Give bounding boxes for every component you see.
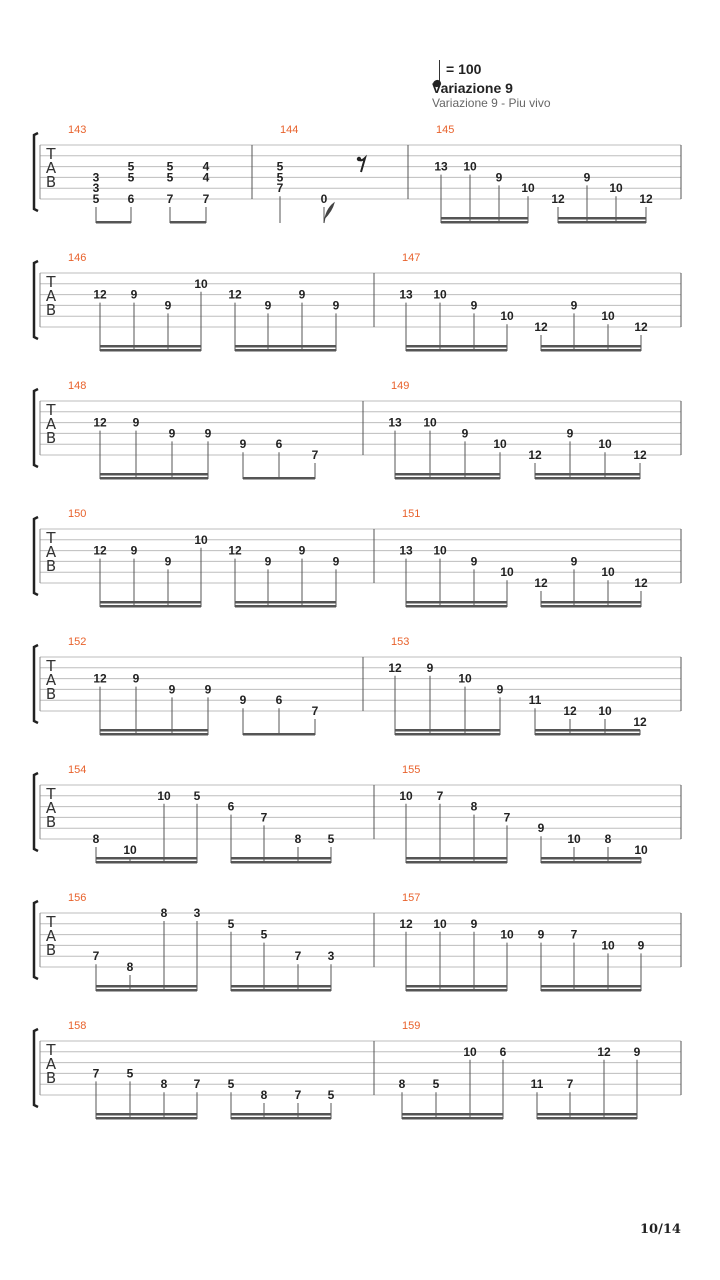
beam [541,857,641,860]
beam [402,1117,503,1120]
fret-number: 12 [228,543,242,558]
beam [541,985,641,988]
fret-number: 9 [132,671,140,686]
beam [231,985,331,988]
fret-number: 7 [311,448,319,462]
beam [96,861,197,864]
fret-number: 10 [500,565,514,580]
fret-number: 9 [496,682,504,697]
fret-number: 9 [204,426,212,441]
note-flag [324,203,334,223]
fret-number: 10 [194,532,208,547]
fret-number: 3 [92,181,100,196]
beam [406,985,507,988]
measure-number: 146 [68,252,87,264]
fret-number: 10 [601,309,615,324]
fret-number: 13 [388,415,402,430]
beam [235,605,336,608]
tab-clef-letter: B [45,1069,57,1087]
fret-number: 9 [426,660,434,675]
fret-number: 9 [239,437,247,452]
fret-number: 13 [399,287,413,302]
fret-number: 8 [604,832,612,846]
fret-number: 10 [194,276,208,291]
fret-number: 8 [160,906,168,920]
fret-number: 6 [227,799,235,814]
fret-number: 4 [202,159,210,174]
fret-number: 4 [202,170,210,185]
fret-number: 10 [493,437,507,452]
beam [96,1113,197,1116]
fret-number: 9 [461,426,469,441]
fret-number: 6 [275,437,283,452]
beam [100,601,201,604]
beam [100,729,208,732]
beam [406,605,507,608]
fret-number: 3 [193,906,201,920]
beam [535,477,640,480]
fret-number: 10 [157,788,171,803]
fret-number: 5 [260,927,268,942]
fret-number: 9 [132,415,140,430]
tab-clef-letter: A [45,671,57,689]
beam [558,221,646,224]
fret-number: 9 [470,916,478,931]
fret-number: 5 [126,1066,134,1081]
fret-number: 7 [503,810,511,825]
beam [441,221,528,224]
beam [541,861,641,864]
fret-number: 10 [399,788,413,803]
tab-clef-letter: A [45,159,57,177]
tab-clef-letter: T [46,529,56,547]
fret-number: 10 [598,437,612,452]
fret-number: 11 [530,1077,544,1092]
beam [406,345,507,348]
measure-number: 154 [68,764,87,776]
eighth-rest-dot [357,157,361,161]
system-bracket [34,645,38,723]
fret-number: 9 [637,938,645,953]
fret-number: 9 [298,543,306,558]
fret-number: 12 [228,287,242,302]
fret-number: 9 [164,554,172,569]
fret-number: 7 [92,949,100,964]
measure-number: 159 [402,1020,421,1032]
beam [537,1117,637,1120]
beam [535,733,640,736]
fret-number: 3 [327,949,335,964]
tab-clef-letter: T [46,785,56,803]
measure-number: 148 [68,380,87,392]
fret-number: 12 [639,192,653,206]
system-bracket [34,261,38,339]
beam [231,861,331,864]
beam [558,217,646,220]
fret-number: 7 [166,192,174,206]
page-number: 10/14 [640,1222,681,1237]
fret-number: 12 [399,916,413,931]
measure-number: 145 [436,124,455,136]
beam [406,989,507,992]
beam [406,857,507,860]
fret-number: 13 [434,159,448,174]
fret-number: 9 [168,426,176,441]
tab-clef-letter: A [45,287,57,305]
fret-number: 9 [298,287,306,302]
fret-number: 9 [130,543,138,558]
beam [541,605,641,608]
fret-number: 0 [320,192,328,206]
fret-number: 12 [388,660,402,675]
fret-number: 13 [399,543,413,558]
system-bracket [34,133,38,211]
tab-clef-letter: T [46,145,56,163]
tab-clef-letter: A [45,543,57,561]
fret-number: 7 [193,1077,201,1092]
beam [235,345,336,348]
beam [231,857,331,860]
fret-number: 7 [570,927,578,942]
fret-number: 9 [570,298,578,313]
fret-number: 9 [495,170,503,185]
beam [541,345,641,348]
fret-number: 9 [470,554,478,569]
fret-number: 10 [433,543,447,558]
beam [100,733,208,736]
fret-number: 10 [463,1044,477,1059]
fret-number: 9 [633,1044,641,1059]
beam [231,989,331,992]
tab-clef-letter: T [46,1041,56,1059]
measure-number: 150 [68,508,87,520]
fret-number: 5 [327,1088,335,1102]
system-bracket [34,773,38,851]
fret-number: 5 [432,1077,440,1092]
fret-number: 7 [311,704,319,718]
beam [402,1113,503,1116]
fret-number: 10 [458,671,472,686]
fret-number: 10 [500,927,514,942]
fret-number: 9 [537,927,545,942]
beam [100,345,201,348]
fret-number: 6 [127,192,135,206]
fret-number: 10 [601,565,615,580]
tab-clef-letter: T [46,273,56,291]
fret-number: 10 [433,916,447,931]
fret-number: 12 [93,287,107,302]
fret-number: 11 [528,693,542,708]
measure-number: 143 [68,124,87,136]
fret-number: 7 [276,181,284,196]
beam [96,985,197,988]
beam [541,989,641,992]
fret-number: 12 [93,543,107,558]
fret-number: 12 [634,576,648,590]
fret-number: 9 [264,298,272,313]
fret-number: 10 [521,181,535,196]
beam [406,861,507,864]
measure-number: 156 [68,892,87,904]
measure-number: 144 [280,124,299,136]
beam [243,477,315,480]
beam [231,1113,331,1116]
fret-number: 10 [634,842,648,857]
fret-number: 12 [634,320,648,334]
beam [243,733,315,736]
fret-number: 12 [597,1044,611,1059]
beam [395,729,500,732]
fret-number: 8 [398,1077,406,1092]
fret-number: 7 [294,949,302,964]
fret-number: 5 [127,159,135,174]
tab-clef-letter: T [46,913,56,931]
fret-number: 9 [204,682,212,697]
beam [535,473,640,476]
system-bracket [34,517,38,595]
fret-number: 5 [92,192,100,206]
beam [406,601,507,604]
beam [235,601,336,604]
fret-number: 10 [123,842,137,857]
fret-number: 9 [239,693,247,708]
beam [96,857,197,860]
measure-number: 147 [402,252,421,264]
beam [406,349,507,352]
fret-number: 8 [92,832,100,846]
fret-number: 8 [470,799,478,814]
beam [395,473,500,476]
fret-number: 10 [598,704,612,718]
fret-number: 12 [551,192,565,206]
system-bracket [34,1029,38,1107]
beam [235,349,336,352]
tab-clef-letter: B [45,941,57,959]
fret-number: 10 [433,287,447,302]
measure-number: 152 [68,636,87,648]
fret-number: 9 [164,298,172,313]
fret-number: 5 [166,159,174,174]
fret-number: 8 [160,1077,168,1092]
fret-number: 12 [633,714,647,729]
tab-clef-letter: A [45,799,57,817]
fret-number: 12 [633,448,647,462]
fret-number: 8 [126,960,134,974]
fret-number: 12 [528,448,542,462]
beam [441,217,528,220]
fret-number: 8 [260,1088,268,1102]
measure-number: 157 [402,892,421,904]
fret-number: 9 [130,287,138,302]
fret-number: 9 [332,554,340,569]
section-subtitle: Variazione 9 - Piu vivo [432,96,551,110]
beam [395,477,500,480]
fret-number: 7 [294,1088,302,1102]
fret-number: 9 [332,298,340,313]
tab-clef-letter: B [45,557,57,575]
fret-number: 9 [168,682,176,697]
fret-number: 5 [327,832,335,846]
measure-number: 149 [391,380,410,392]
beam [395,733,500,736]
fret-number: 12 [534,320,548,334]
beam [170,221,206,224]
system-bracket [34,389,38,467]
beam [100,605,201,608]
tab-clef-letter: B [45,173,57,191]
fret-number: 9 [570,554,578,569]
tab-clef-letter: B [45,301,57,319]
fret-number: 7 [202,192,210,206]
beam [96,1117,197,1120]
system-bracket [34,901,38,979]
tab-clef-letter: T [46,401,56,419]
measure-number: 158 [68,1020,87,1032]
beam [100,349,201,352]
fret-number: 10 [463,159,477,174]
fret-number: 10 [609,181,623,196]
beam [96,989,197,992]
beam [231,1117,331,1120]
tab-clef-letter: B [45,685,57,703]
measure-number: 153 [391,636,410,648]
beam [100,473,208,476]
fret-number: 10 [500,309,514,324]
measure-number: 155 [402,764,421,776]
fret-number: 5 [193,788,201,803]
fret-number: 3 [92,170,100,185]
fret-number: 6 [499,1044,507,1059]
fret-number: 12 [93,671,107,686]
fret-number: 5 [227,916,235,931]
tab-clef-letter: A [45,927,57,945]
beam [541,349,641,352]
fret-number: 10 [601,938,615,953]
tab-clef-letter: A [45,415,57,433]
fret-number: 5 [276,170,284,185]
fret-number: 9 [566,426,574,441]
tab-clef-letter: B [45,429,57,447]
fret-number: 7 [566,1077,574,1092]
fret-number: 5 [276,159,284,174]
fret-number: 12 [563,704,577,718]
measure-number: 151 [402,508,421,520]
section-title: Variazione 9 [432,80,513,96]
fret-number: 8 [294,832,302,846]
fret-number: 9 [470,298,478,313]
beam [535,729,640,732]
fret-number: 12 [534,576,548,590]
fret-number: 9 [537,821,545,836]
fret-number: 12 [93,415,107,430]
beam [541,601,641,604]
tab-clef-letter: T [46,657,56,675]
beam [100,477,208,480]
fret-number: 7 [92,1066,100,1081]
tempo-marking: = 100 [446,61,482,77]
fret-number: 9 [583,170,591,185]
beam [537,1113,637,1116]
tab-clef-letter: A [45,1055,57,1073]
beam [96,221,131,224]
fret-number: 5 [227,1077,235,1092]
fret-number: 5 [127,170,135,185]
fret-number: 9 [264,554,272,569]
fret-number: 6 [275,693,283,708]
fret-number: 5 [166,170,174,185]
fret-number: 10 [567,832,581,846]
fret-number: 10 [423,415,437,430]
fret-number: 7 [260,810,268,825]
fret-number: 7 [436,788,444,803]
tab-clef-letter: B [45,813,57,831]
